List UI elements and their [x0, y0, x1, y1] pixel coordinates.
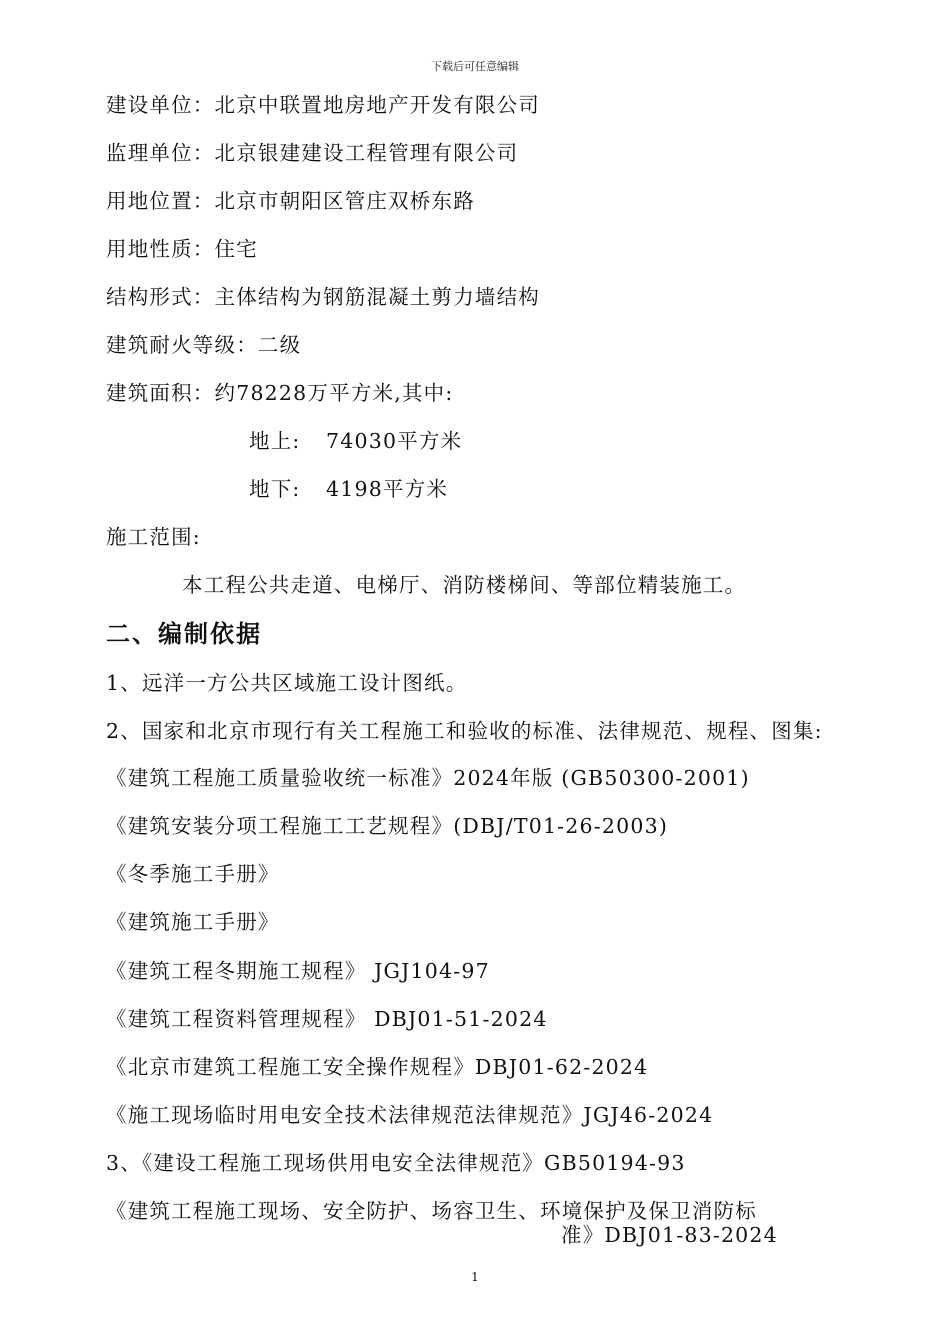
standard-item: 《建筑工程施工现场、安全防护、场容卫生、环境保护及保卫消防标	[106, 1199, 757, 1223]
info-location: 用地位置：北京市朝阳区管庄双桥东路	[106, 189, 475, 213]
section-heading: 二、编制依据	[106, 620, 262, 648]
scope-label: 施工范围:	[106, 525, 201, 549]
standard-item-continued: 准》DBJ01-83-2024	[561, 1223, 778, 1247]
standard-item: 《建筑工程施工质量验收统一标准》2024年版 (GB50300-2001)	[106, 766, 750, 790]
standard-item: 《建筑工程资料管理规程》 DBJ01-51-2024	[106, 1007, 548, 1031]
area-above-label: 地上:	[249, 429, 301, 453]
basis-item: 2、国家和北京市现行有关工程施工和验收的标准、法律规范、规程、图集:	[106, 719, 823, 743]
basis-item: 1、远洋一方公共区域施工设计图纸。	[106, 671, 468, 695]
info-supervisor: 监理单位：北京银建建设工程管理有限公司	[106, 141, 519, 165]
standard-item: 《施工现场临时用电安全技术法律规范法律规范》JGJ46-2024	[106, 1103, 714, 1127]
basis-item: 3、《建设工程施工现场供用电安全法律规范》GB50194-93	[106, 1151, 686, 1175]
page-number: 1	[471, 1270, 479, 1284]
info-structure: 结构形式：主体结构为钢筋混凝土剪力墙结构	[106, 285, 540, 309]
page-header: 下载后可任意编辑	[431, 60, 519, 73]
info-developer: 建设单位：北京中联置地房地产开发有限公司	[106, 93, 540, 117]
area-below-value: 4198平方米	[326, 477, 449, 501]
standard-item: 《建筑安装分项工程施工工艺规程》(DBJ/T01-26-2003)	[106, 814, 669, 838]
scope-text: 本工程公共走道、电梯厅、消防楼梯间、等部位精装施工。	[182, 573, 747, 597]
standard-item: 《冬季施工手册》	[106, 862, 280, 886]
area-above-value: 74030平方米	[326, 429, 463, 453]
standard-item: 《建筑施工手册》	[106, 910, 280, 934]
info-building-area: 建筑面积：约78228万平方米,其中:	[106, 381, 454, 405]
standard-item: 《建筑工程冬期施工规程》 JGJ104-97	[106, 959, 490, 983]
area-below-label: 地下:	[249, 477, 301, 501]
info-fire-rating: 建筑耐火等级：二级	[106, 333, 302, 357]
info-land-use: 用地性质：住宅	[106, 237, 258, 261]
standard-item: 《北京市建筑工程施工安全操作规程》DBJ01-62-2024	[106, 1055, 649, 1079]
